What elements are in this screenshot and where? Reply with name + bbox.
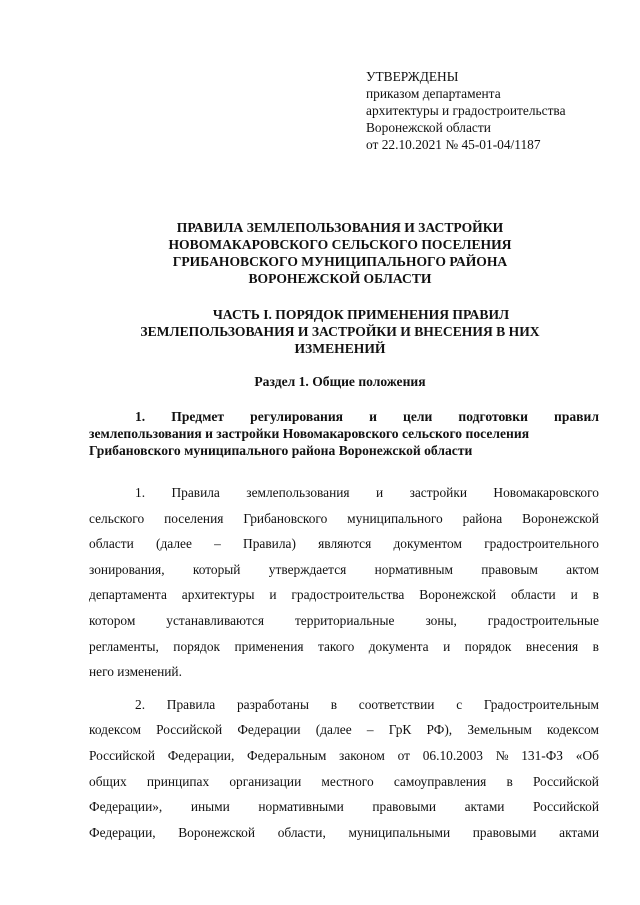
word: ГрК — [388, 722, 412, 738]
word: 131-ФЗ — [521, 747, 564, 763]
word: муниципальными — [348, 824, 451, 840]
word: такого — [317, 638, 355, 654]
text-line — [89, 582, 599, 608]
word: Новомакаровского — [493, 485, 599, 500]
word: порядок — [173, 638, 221, 654]
word: и — [443, 638, 451, 654]
word: градостроительства — [291, 587, 405, 603]
word: Правила — [171, 485, 220, 500]
word: Предмет — [171, 409, 225, 424]
word: соответствии — [358, 696, 435, 712]
word: и — [570, 587, 578, 603]
subject-line-3: Грибановского муниципального района Воронежской области — [89, 443, 473, 458]
text-line — [89, 743, 599, 769]
word: «Об — [575, 747, 599, 763]
part-heading — [110, 306, 570, 357]
word: – — [214, 536, 221, 552]
approval-stamp — [366, 68, 616, 153]
word: являются — [318, 536, 372, 552]
word: Федеральным — [247, 747, 327, 763]
word: правил — [553, 409, 599, 424]
word: сельского — [89, 510, 145, 526]
subject-heading — [89, 408, 599, 459]
subject-line-2: землепользования и застройки Новомакаровского сельского поселения — [89, 426, 530, 441]
word: (далее — [315, 722, 352, 738]
word: Федерации, — [167, 747, 235, 763]
word: Правила — [166, 696, 216, 712]
word: 06.10.2003 — [422, 747, 483, 763]
word: и — [269, 587, 277, 603]
word: с — [456, 696, 463, 712]
word: в — [592, 587, 599, 603]
text-line — [89, 794, 599, 820]
word: архитектуры — [181, 587, 255, 603]
title-line: ПРАВИЛА ЗЕМЛЕПОЛЬЗОВАНИЯ И ЗАСТРОЙКИ — [176, 220, 504, 235]
text-line — [89, 557, 599, 583]
word: порядок — [464, 638, 512, 654]
word: правовыми — [372, 799, 437, 815]
word: общих — [89, 773, 127, 789]
word: (далее — [155, 536, 192, 552]
approval-line: от 22.10.2021 № 45-01-04/1187 — [366, 137, 541, 152]
title-line: НОВОМАКАРОВСКОГО СЕЛЬСКОГО ПОСЕЛЕНИЯ — [168, 237, 512, 252]
word: регламенты, — [89, 638, 159, 654]
approval-line: архитектуры и градостроительства — [366, 103, 566, 118]
word: кодексом — [547, 722, 599, 738]
title-line: ВОРОНЕЖСКОЙ ОБЛАСТИ — [248, 271, 432, 286]
word: 1. — [135, 485, 146, 500]
word: Федерации — [237, 722, 301, 738]
text-line — [89, 480, 599, 506]
word: 2. — [135, 696, 146, 712]
word: Российской — [156, 722, 223, 738]
word: застройки — [409, 485, 467, 500]
word: Российской — [533, 799, 599, 815]
word: землепользования — [246, 485, 350, 500]
title-line: ГРИБАНОВСКОГО МУНИЦИПАЛЬНОГО РАЙОНА — [172, 254, 508, 269]
word: Федерации», — [89, 799, 163, 815]
text-line — [89, 692, 599, 718]
text-line — [89, 769, 599, 795]
word: нормативным — [374, 561, 453, 577]
word: – — [366, 722, 374, 738]
word: документом — [393, 536, 462, 552]
word: Федерации, — [89, 824, 156, 840]
word: утверждается — [268, 561, 347, 577]
word: подготовки — [458, 409, 528, 424]
word: зоны, — [425, 612, 457, 628]
text-line — [89, 531, 599, 557]
word: иными — [190, 799, 230, 815]
word: Правила) — [243, 536, 296, 552]
word: законом — [339, 747, 385, 763]
word: актом — [566, 561, 599, 577]
word: регулирования — [250, 409, 344, 424]
approval-line: Воронежской области — [366, 120, 491, 135]
word: области — [89, 536, 134, 552]
word: Грибановского — [243, 510, 328, 526]
paragraph-2 — [89, 692, 599, 846]
word: цели — [403, 409, 433, 424]
text-line: него изменений. — [89, 664, 182, 680]
word: и — [376, 485, 384, 500]
word: местного — [321, 773, 374, 789]
word: Воронежской — [178, 824, 256, 840]
word: области — [510, 587, 556, 603]
word: который — [192, 561, 241, 577]
word: градостроительные — [487, 612, 599, 628]
part-line: ИЗМЕНЕНИЙ — [294, 341, 386, 356]
word: поселения — [164, 510, 224, 526]
text-line — [89, 608, 599, 634]
word: от — [397, 747, 410, 763]
part-line: ЗЕМЛЕПОЛЬЗОВАНИЯ И ЗАСТРОЙКИ И ВНЕСЕНИЯ В НИХ — [140, 324, 540, 339]
word: применения — [234, 638, 304, 654]
word: кодексом — [89, 722, 141, 738]
word: района — [462, 510, 503, 526]
word: в — [506, 773, 513, 789]
word: правовым — [481, 561, 538, 577]
word: департамента — [89, 587, 167, 603]
word: области, — [277, 824, 326, 840]
word: и — [369, 409, 377, 424]
approval-line: УТВЕРЖДЕНЫ — [366, 69, 459, 84]
word: территориальные — [294, 612, 395, 628]
word: разработаны — [236, 696, 309, 712]
text-line — [89, 820, 599, 846]
document-title — [110, 219, 570, 287]
word: актами — [559, 824, 599, 840]
word: Российской — [89, 747, 155, 763]
subject-line-1 — [89, 408, 599, 425]
word: Российской — [532, 773, 599, 789]
word: организации — [229, 773, 302, 789]
word: котором — [89, 612, 136, 628]
paragraph-1 — [89, 480, 599, 685]
word: устанавливаются — [166, 612, 265, 628]
word: внесения — [525, 638, 579, 654]
word: № — [495, 747, 509, 763]
section-heading: Раздел 1. Общие положения — [254, 374, 426, 389]
text-line — [89, 634, 599, 660]
word: 1. — [135, 409, 146, 424]
word: муниципального — [347, 510, 443, 526]
word: в — [592, 638, 599, 654]
approval-line: приказом департамента — [366, 86, 501, 101]
word: в — [330, 696, 338, 712]
word: актами — [464, 799, 505, 815]
word: Земельным — [467, 722, 532, 738]
text-line — [89, 506, 599, 532]
word: зонирования, — [89, 561, 165, 577]
word: нормативными — [258, 799, 344, 815]
word: градостроительного — [484, 536, 599, 552]
part-line: ЧАСТЬ I. ПОРЯДОК ПРИМЕНЕНИЯ ПРАВИЛ — [212, 307, 510, 322]
word: самоуправления — [393, 773, 487, 789]
text-line — [89, 717, 599, 743]
word: Градостроительным — [483, 696, 599, 712]
document-body — [89, 480, 599, 845]
word: Воронежской — [419, 587, 497, 603]
word: принципах — [146, 773, 210, 789]
word: РФ), — [426, 722, 453, 738]
word: Воронежской — [522, 510, 599, 526]
word: правовыми — [472, 824, 537, 840]
word: документа — [368, 638, 429, 654]
